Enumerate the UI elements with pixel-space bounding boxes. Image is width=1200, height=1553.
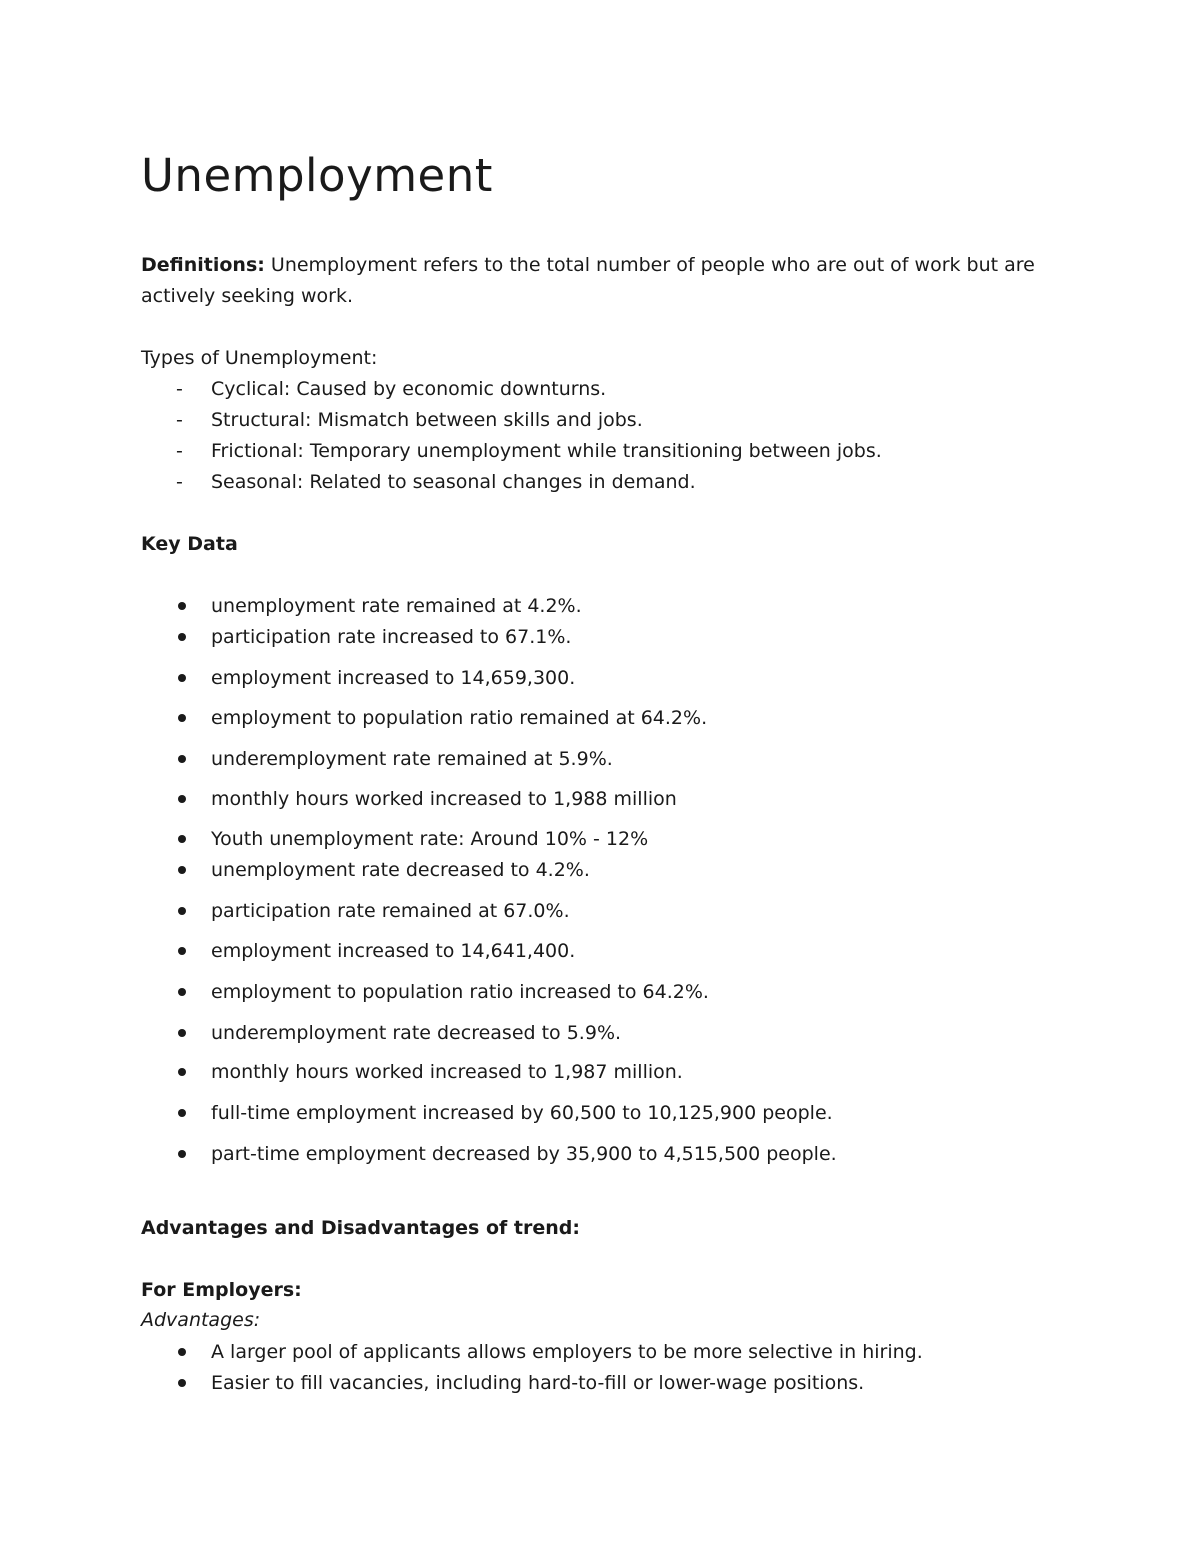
- key-data-item: monthly hours worked increased to 1,987 million.: [211, 1061, 683, 1083]
- dash-marker: -: [176, 471, 183, 493]
- key-data-item: underemployment rate remained at 5.9%.: [211, 748, 613, 770]
- key-data-item: employment increased to 14,659,300.: [211, 667, 576, 689]
- definition-label: Definitions:: [141, 254, 265, 276]
- bullet-icon: [178, 1109, 186, 1117]
- types-item: Frictional: Temporary unemployment while transitioning between jobs.: [211, 440, 882, 462]
- trend-heading: Advantages and Disadvantages of trend:: [141, 1217, 580, 1239]
- bullet-icon: [178, 866, 186, 874]
- employers-heading: For Employers:: [141, 1279, 302, 1301]
- key-data-heading: Key Data: [141, 533, 238, 555]
- dash-marker: -: [176, 440, 183, 462]
- definition-text: Unemployment refers to the total number of people who are out of work but are actively seeking work.: [141, 254, 1035, 307]
- key-data-item: participation rate remained at 67.0%.: [211, 900, 570, 922]
- bullet-icon: [178, 714, 186, 722]
- dash-marker: -: [176, 378, 183, 400]
- advantage-item: Easier to fill vacancies, including hard-to-fill or lower-wage positions.: [211, 1372, 865, 1394]
- key-data-item: full-time employment increased by 60,500 to 10,125,900 people.: [211, 1102, 833, 1124]
- key-data-item: employment increased to 14,641,400.: [211, 940, 576, 962]
- key-data-item: employment to population ratio increased to 64.2%.: [211, 981, 709, 1003]
- advantage-item: A larger pool of applicants allows employers to be more selective in hiring.: [211, 1341, 923, 1363]
- types-item: Seasonal: Related to seasonal changes in demand.: [211, 471, 696, 493]
- key-data-item: unemployment rate remained at 4.2%.: [211, 595, 582, 617]
- key-data-item: unemployment rate decreased to 4.2%.: [211, 859, 590, 881]
- bullet-icon: [178, 835, 186, 843]
- bullet-icon: [178, 633, 186, 641]
- types-heading: Types of Unemployment:: [141, 347, 378, 369]
- bullet-icon: [178, 1068, 186, 1076]
- bullet-icon: [178, 1348, 186, 1356]
- bullet-icon: [178, 674, 186, 682]
- bullet-icon: [178, 907, 186, 915]
- definition-paragraph: [141, 250, 1071, 312]
- bullet-icon: [178, 947, 186, 955]
- bullet-icon: [178, 795, 186, 803]
- bullet-icon: [178, 755, 186, 763]
- bullet-icon: [178, 1150, 186, 1158]
- key-data-item: Youth unemployment rate: Around 10% - 12%: [211, 828, 649, 850]
- bullet-icon: [178, 1379, 186, 1387]
- types-item: Cyclical: Caused by economic downturns.: [211, 378, 607, 400]
- key-data-item: participation rate increased to 67.1%.: [211, 626, 572, 648]
- bullet-icon: [178, 602, 186, 610]
- key-data-item: underemployment rate decreased to 5.9%.: [211, 1022, 622, 1044]
- bullet-icon: [178, 988, 186, 996]
- key-data-item: employment to population ratio remained at 64.2%.: [211, 707, 708, 729]
- key-data-item: part-time employment decreased by 35,900 to 4,515,500 people.: [211, 1143, 837, 1165]
- dash-marker: -: [176, 409, 183, 431]
- advantages-label: Advantages:: [141, 1309, 261, 1331]
- types-item: Structural: Mismatch between skills and jobs.: [211, 409, 643, 431]
- document-title: Unemployment: [141, 149, 493, 202]
- key-data-item: monthly hours worked increased to 1,988 million: [211, 788, 677, 810]
- bullet-icon: [178, 1029, 186, 1037]
